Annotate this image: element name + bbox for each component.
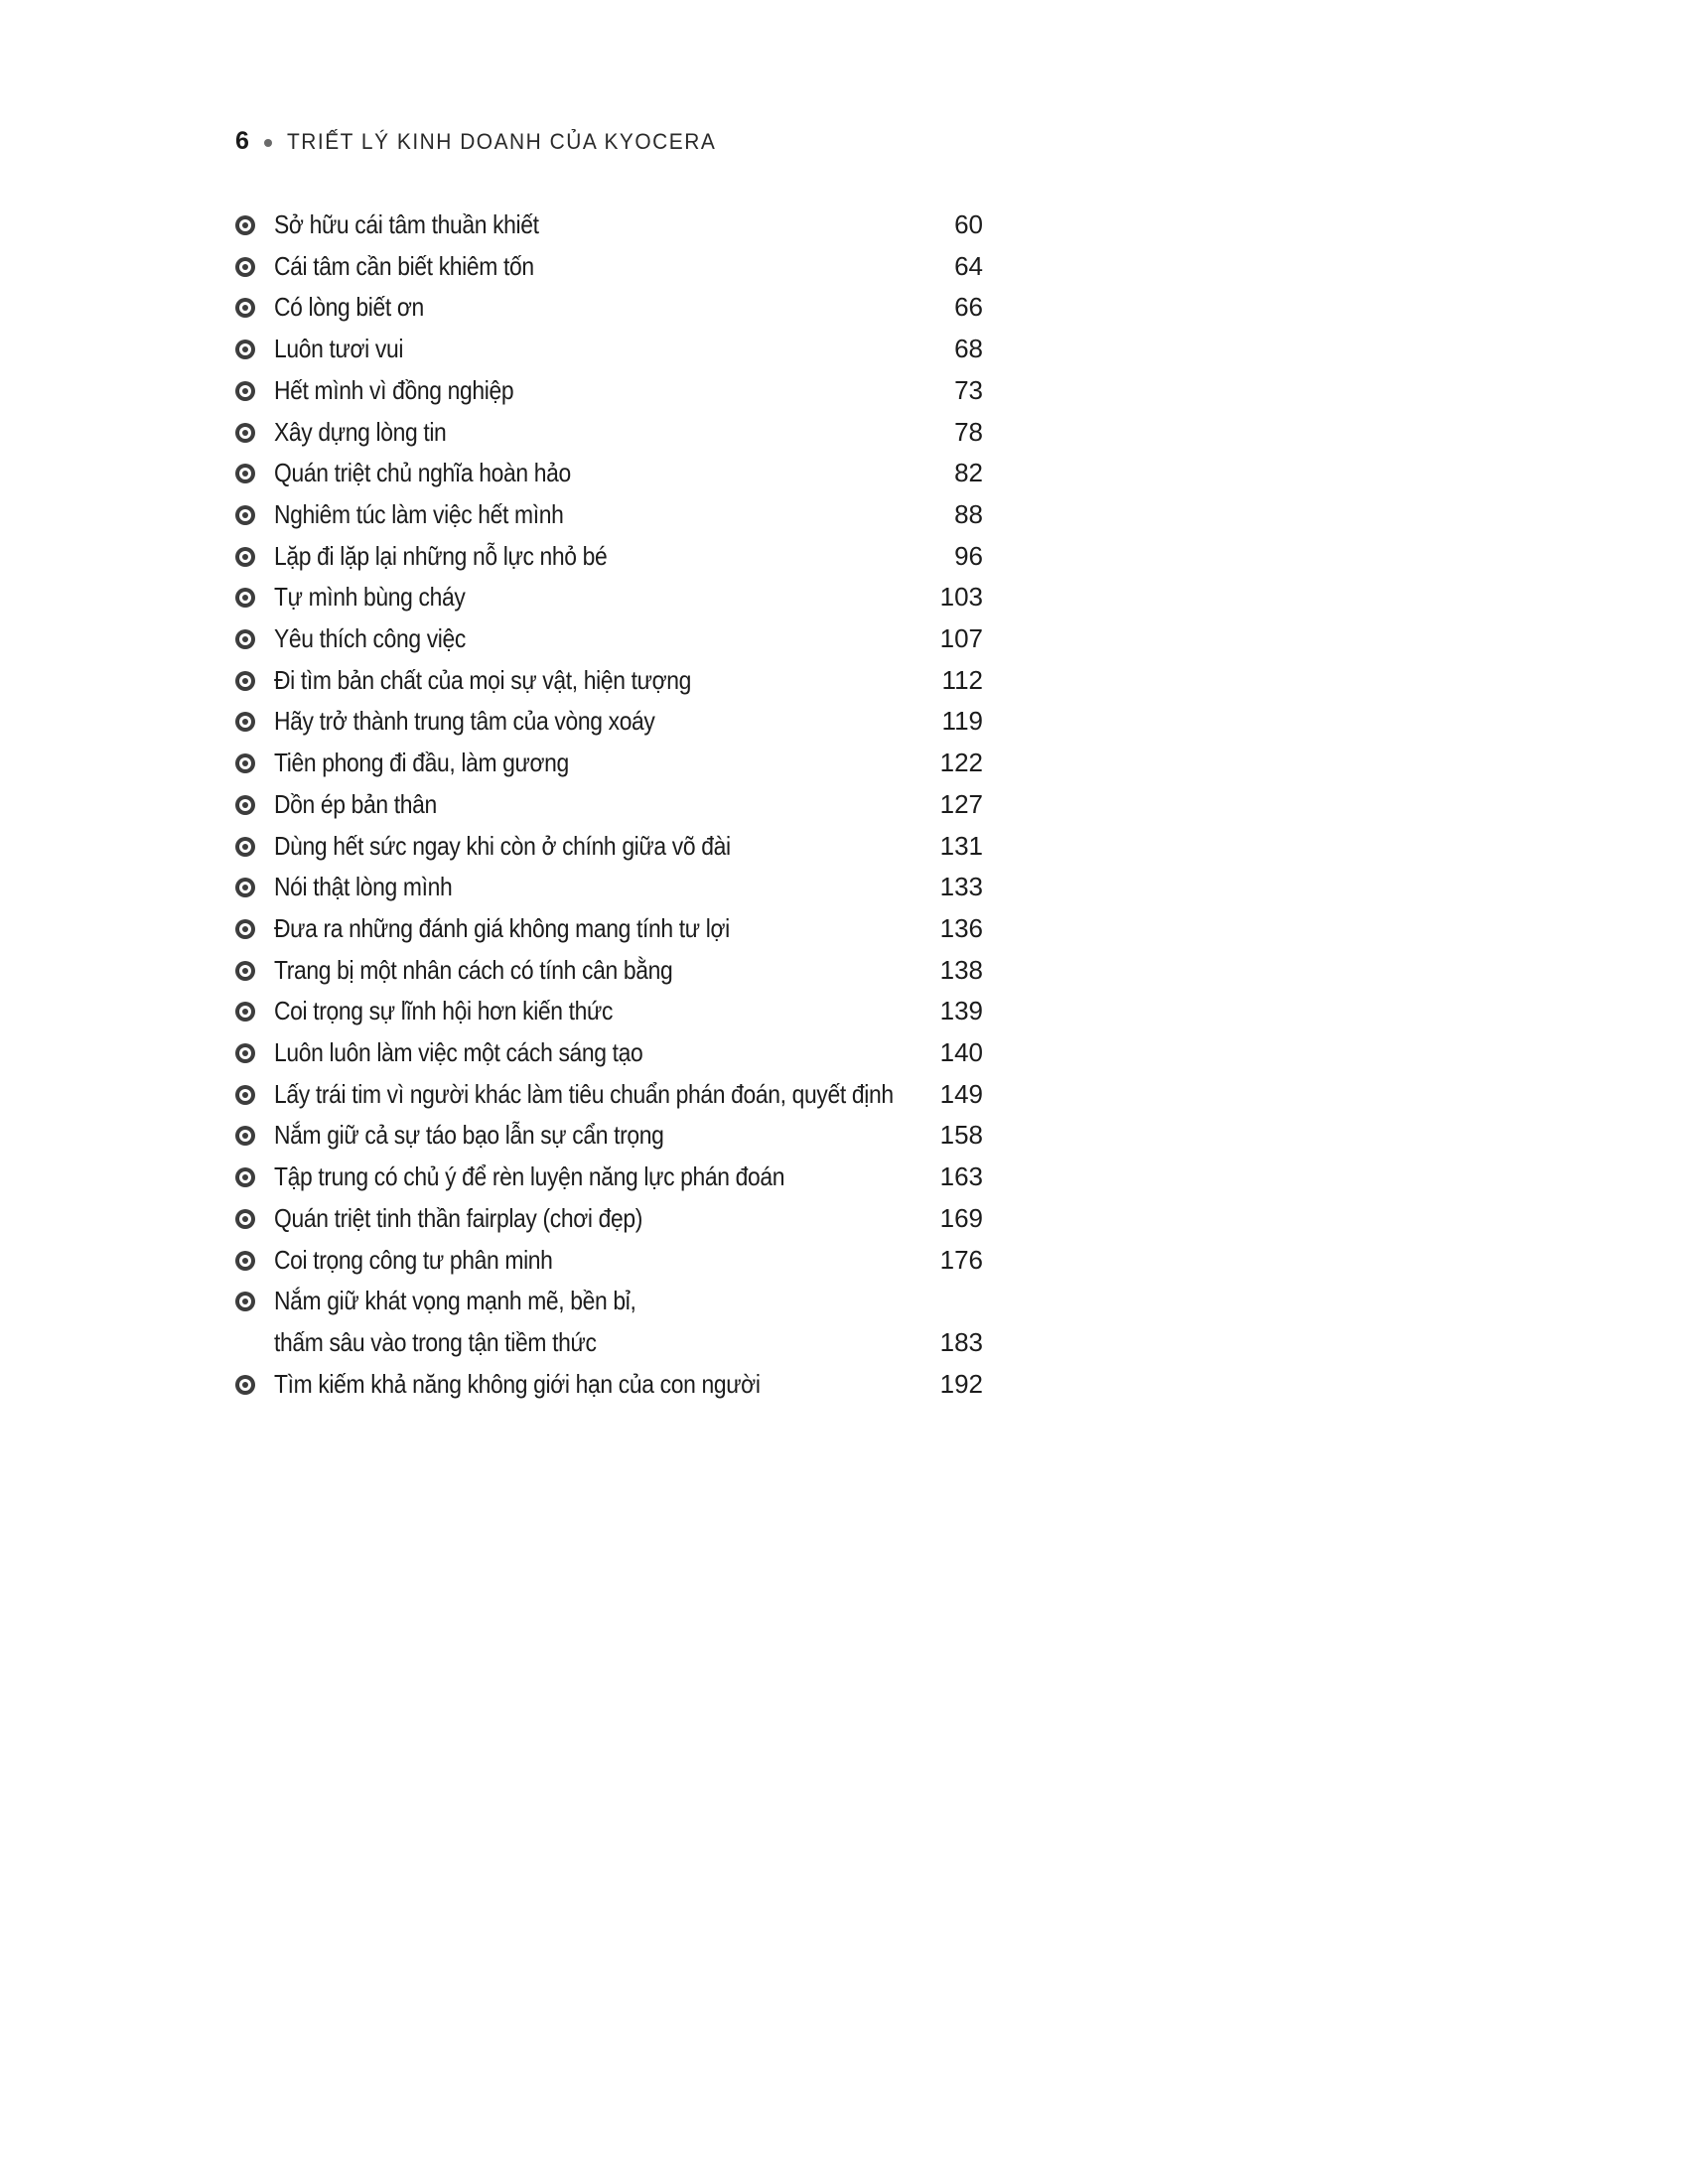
toc-entry-title: Tự mình bùng cháy — [274, 582, 466, 613]
running-header — [235, 127, 739, 156]
toc-entry-page: 66 — [954, 292, 983, 323]
toc-entry-page: 82 — [954, 458, 983, 488]
toc-entry — [235, 412, 983, 454]
toc-entry-titles — [255, 784, 939, 826]
bullet-icon — [235, 712, 255, 732]
bullet-icon — [235, 837, 255, 857]
toc-entry-titles — [255, 1032, 939, 1074]
bullet-icon — [235, 298, 255, 318]
toc-entry — [235, 1074, 983, 1116]
toc-entry — [235, 826, 983, 868]
toc-entry-title: Xây dựng lòng tin — [274, 416, 447, 447]
toc-entry-titles — [255, 287, 939, 329]
toc-entry-title: Nghiêm túc làm việc hết mình — [274, 498, 564, 529]
toc-entry — [235, 784, 983, 826]
toc-entry-titles — [255, 1115, 939, 1157]
toc-entry-titles — [255, 329, 939, 370]
toc-entry — [235, 577, 983, 618]
toc-entry-titles — [255, 618, 939, 660]
toc-entry-page: 60 — [954, 209, 983, 239]
toc-entry-title: Lấy trái tim vì người khác làm tiêu chuẩn phán đoán, quyết định — [274, 1078, 894, 1109]
toc-entry-titles — [255, 660, 939, 702]
bullet-icon — [235, 671, 255, 691]
toc-entry-page: 68 — [954, 334, 983, 364]
header-bullet-icon — [264, 139, 272, 147]
toc-entry-titles — [255, 1157, 939, 1198]
toc-entry-page: 96 — [954, 540, 983, 571]
bullet-icon — [235, 340, 255, 359]
toc-entry-page: 78 — [954, 416, 983, 447]
toc-entry — [235, 494, 983, 536]
toc-entry — [235, 246, 983, 288]
bullet-icon — [235, 1002, 255, 1022]
toc-entry-titles — [255, 743, 939, 784]
toc-entry-title: Luôn tươi vui — [274, 334, 404, 364]
toc-entry-titles — [255, 1198, 939, 1240]
toc-entry-page: 140 — [939, 1037, 983, 1068]
toc-entry-title: Quán triệt chủ nghĩa hoàn hảo — [274, 458, 571, 488]
toc-entry-titles — [255, 908, 939, 950]
toc-entry-titles — [255, 370, 939, 412]
bullet-icon — [235, 588, 255, 608]
toc-entry — [235, 287, 983, 329]
toc-entry-title: Có lòng biết ơn — [274, 292, 424, 323]
toc-entry-titles — [255, 826, 939, 868]
toc-entry — [235, 329, 983, 370]
toc-entry-title: Đưa ra những đánh giá không mang tính tư lợi — [274, 912, 730, 943]
toc-entry-titles — [255, 991, 939, 1032]
toc-entry — [235, 1115, 983, 1157]
bullet-icon — [235, 547, 255, 567]
toc-entry-titles — [255, 701, 939, 743]
toc-entry-titles — [255, 412, 939, 454]
toc-entry-page: 119 — [941, 706, 983, 737]
bullet-icon — [235, 215, 255, 235]
toc-entry — [235, 1364, 983, 1406]
toc-entry-title: Nắm giữ cả sự táo bạo lẫn sự cẩn trọng — [274, 1120, 664, 1151]
toc-entry-page: 136 — [939, 912, 983, 943]
toc-entry-title: Trang bị một nhân cách có tính cân bằng — [274, 954, 673, 985]
bullet-icon — [235, 1085, 255, 1105]
toc-entry — [235, 867, 983, 908]
bullet-icon — [235, 1292, 255, 1311]
toc-entry-title: Hãy trở thành trung tâm của vòng xoáy — [274, 706, 655, 737]
toc-entry — [235, 950, 983, 992]
toc-entry-page: 183 — [939, 1326, 983, 1357]
toc-entry-titles — [255, 577, 939, 618]
bullet-icon — [235, 795, 255, 815]
toc-entry-page: 73 — [954, 374, 983, 405]
toc-entry-title: Cái tâm cần biết khiêm tốn — [274, 250, 534, 281]
toc-entry-title: Nắm giữ khát vọng mạnh mẽ, bền bỉ, — [274, 1286, 636, 1316]
toc-entry-titles — [255, 1281, 939, 1363]
toc-entry-title: Luôn luôn làm việc một cách sáng tạo — [274, 1037, 643, 1068]
toc-entry-page: 133 — [939, 872, 983, 902]
toc-entry-titles — [255, 1074, 939, 1116]
toc-entry-page: 103 — [939, 582, 983, 613]
toc-entry — [235, 908, 983, 950]
toc-entry-page: 127 — [939, 788, 983, 819]
toc-entry — [235, 370, 983, 412]
toc-entry-titles — [255, 867, 939, 908]
toc-entry-titles — [255, 453, 939, 494]
toc-entry-title: Dùng hết sức ngay khi còn ở chính giữa võ đài — [274, 830, 731, 861]
toc-entry-title: Hết mình vì đồng nghiệp — [274, 374, 514, 405]
bullet-icon — [235, 1209, 255, 1229]
toc-entry — [235, 1032, 983, 1074]
bullet-icon — [235, 1126, 255, 1146]
toc-entry — [235, 660, 983, 702]
toc-entry-title: Coi trọng sự lĩnh hội hơn kiến thức — [274, 996, 614, 1026]
toc-entry-title: Dồn ép bản thân — [274, 788, 437, 819]
toc-entry-title: Tìm kiếm khả năng không giới hạn của con người — [274, 1368, 761, 1399]
toc-entry-title: Coi trọng công tư phân minh — [274, 1244, 553, 1275]
toc-entry-page: 64 — [954, 250, 983, 281]
toc-entry-page: 88 — [954, 498, 983, 529]
toc-entry-titles — [255, 246, 939, 288]
toc-entry-page: 138 — [939, 954, 983, 985]
toc-entry-title: Lặp đi lặp lại những nỗ lực nhỏ bé — [274, 540, 608, 571]
bullet-icon — [235, 961, 255, 981]
toc-entry-title: Đi tìm bản chất của mọi sự vật, hiện tượng — [274, 664, 692, 695]
toc-entry-page: 158 — [939, 1120, 983, 1151]
bullet-icon — [235, 381, 255, 401]
toc-entry-titles — [255, 536, 939, 578]
toc-entry-titles — [255, 1240, 939, 1282]
toc-entry-page: 169 — [939, 1202, 983, 1233]
toc-entry-title: Tập trung có chủ ý để rèn luyện năng lực phán đoán — [274, 1161, 785, 1192]
bullet-icon — [235, 1167, 255, 1187]
toc-entry — [235, 1157, 983, 1198]
toc-list — [235, 205, 983, 1405]
toc-entry-page: 122 — [939, 748, 983, 778]
bullet-icon — [235, 878, 255, 897]
bullet-icon — [235, 423, 255, 443]
bullet-icon — [235, 464, 255, 483]
toc-entry-title-line2: thấm sâu vào trong tận tiềm thức — [274, 1326, 597, 1357]
toc-entry — [235, 618, 983, 660]
bullet-icon — [235, 1375, 255, 1395]
toc-entry-title: Quán triệt tinh thần fairplay (chơi đẹp) — [274, 1202, 643, 1233]
toc-entry — [235, 991, 983, 1032]
toc-entry-titles — [255, 950, 939, 992]
toc-entry — [235, 1198, 983, 1240]
toc-entry-title: Sở hữu cái tâm thuần khiết — [274, 209, 539, 239]
bullet-icon — [235, 257, 255, 277]
toc-entry — [235, 453, 983, 494]
toc-entry-page: 131 — [939, 830, 983, 861]
bullet-icon — [235, 629, 255, 649]
toc-entry-titles — [255, 205, 939, 246]
toc-entry-page: 149 — [939, 1078, 983, 1109]
toc-entry — [235, 701, 983, 743]
toc-entry — [235, 536, 983, 578]
toc-entry-page: 139 — [939, 996, 983, 1026]
toc-entry-page: 112 — [941, 664, 983, 695]
bullet-icon — [235, 753, 255, 773]
toc-entry-page: 107 — [939, 623, 983, 654]
toc-entry-titles — [255, 1364, 939, 1406]
bullet-icon — [235, 1251, 255, 1271]
bullet-icon — [235, 919, 255, 939]
toc-entry — [235, 1281, 983, 1363]
toc-entry-page: 192 — [939, 1368, 983, 1399]
toc-entry — [235, 1240, 983, 1282]
toc-entry — [235, 743, 983, 784]
header-title: TRIẾT LÝ KINH DOANH CỦA KYOCERA — [286, 129, 717, 154]
toc-entry — [235, 205, 983, 246]
toc-entry-title: Yêu thích công việc — [274, 623, 467, 654]
bullet-icon — [235, 505, 255, 525]
toc-entry-title: Tiên phong đi đầu, làm gương — [274, 748, 569, 778]
bullet-icon — [235, 1043, 255, 1063]
toc-entry-page: 176 — [939, 1244, 983, 1275]
toc-entry-titles — [255, 494, 939, 536]
toc-entry-page: 163 — [939, 1161, 983, 1192]
page-number: 6 — [235, 127, 249, 155]
toc-entry-title: Nói thật lòng mình — [274, 872, 453, 902]
